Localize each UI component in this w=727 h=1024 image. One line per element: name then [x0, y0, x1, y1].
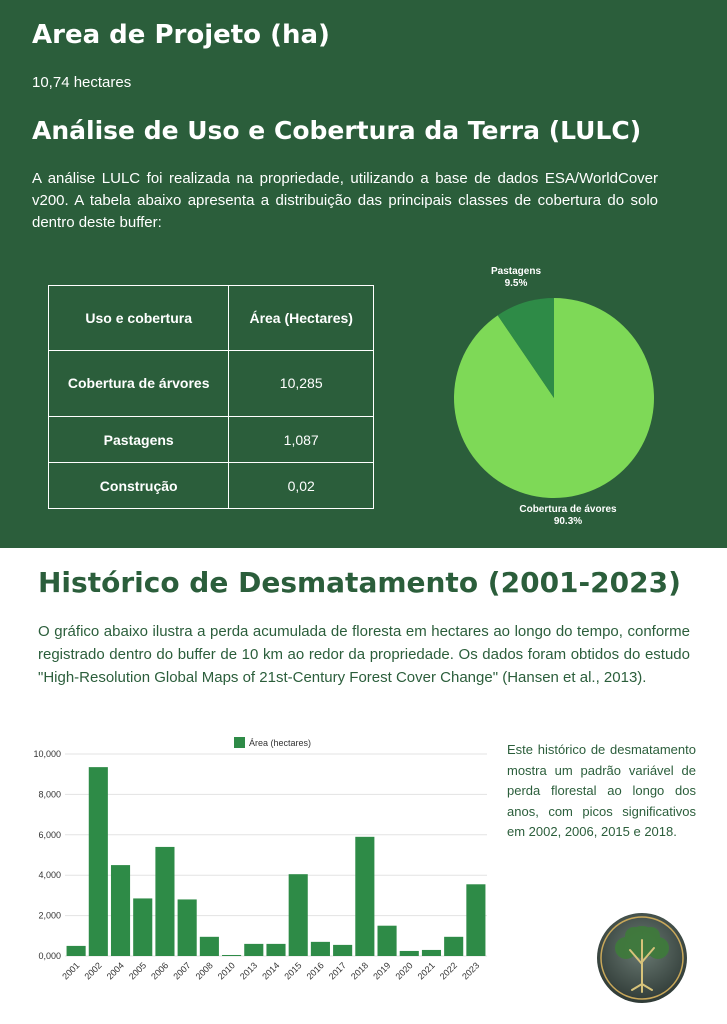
pie-label: Pastagens [490, 266, 542, 277]
y-tick-label: 6,000 [38, 829, 61, 840]
deforestation-side-note: Este histórico de desmatamento mostra um padrão variável de perda florestal ao longo dos anos, com picos significativos em 2002, 2006, 2015 e 2018. [507, 742, 696, 839]
y-tick-label: 0,000 [38, 951, 61, 961]
x-tick-label: 2020 [393, 960, 415, 982]
x-tick-label: 2022 [437, 960, 460, 982]
bar [266, 944, 285, 956]
x-tick-label: 2021 [415, 960, 437, 982]
x-tick-label: 2014 [260, 960, 282, 982]
lulc-title: Análise de Uso e Cobertura da Terra (LULC) [32, 116, 642, 145]
x-tick-label: 2008 [193, 960, 215, 982]
tree-logo-icon [596, 912, 688, 1004]
lulc-table [48, 285, 374, 509]
x-tick-label: 2002 [82, 960, 104, 982]
bar [111, 865, 130, 956]
y-tick-label: 8,000 [38, 789, 61, 800]
table-header-row [49, 286, 374, 351]
table-row [49, 417, 374, 463]
x-tick-label: 2005 [126, 960, 149, 982]
x-tick-label: 2007 [171, 960, 193, 982]
bar [178, 899, 197, 956]
pie-label: Cobertura de ávores [519, 504, 617, 515]
x-tick-label: 2010 [215, 960, 237, 982]
bar [466, 884, 485, 956]
bar [133, 898, 152, 956]
bar [378, 926, 397, 956]
lulc-intro: A análise LULC foi realizada na propriedade, utilizando a base de dados ESA/WorldCover v200. A tabela abaixo apresenta a distribuição das principais classes de cobertura do solo dentro deste buffer: [32, 170, 658, 231]
bar [422, 950, 441, 956]
table-cell-value: 1,087 [229, 417, 374, 463]
y-tick-label: 2,000 [38, 910, 61, 921]
table-row [49, 351, 374, 417]
bar [67, 946, 86, 956]
x-tick-label: 2016 [304, 960, 326, 982]
pie-percent-label: 9.5% [504, 278, 528, 289]
table-row [49, 463, 374, 509]
x-tick-label: 2015 [282, 960, 304, 982]
deforestation-description: O gráfico abaixo ilustra a perda acumulada de floresta em hectares ao longo do tempo, conforme registrado dentro do buffer de 10 km ao redor da propriedade. Os dados foram obtidos do estudo "High-Resolution Global Maps of 21st-Century Forest Cover Change" (Hansen et al., 2013). [38, 623, 690, 686]
deforestation-bar-chart [18, 732, 493, 992]
bar [200, 937, 219, 956]
legend-swatch [234, 737, 245, 748]
x-tick-label: 2019 [371, 960, 393, 982]
x-tick-label: 2023 [460, 960, 482, 982]
deforestation-title: Histórico de Desmatamento (2001-2023) [38, 566, 681, 599]
x-tick-label: 2013 [237, 960, 260, 982]
x-tick-label: 2018 [349, 960, 371, 982]
x-tick-label: 2017 [326, 960, 349, 982]
legend-label: Área (hectares) [249, 738, 312, 748]
y-tick-label: 4,000 [38, 870, 61, 881]
bar [155, 847, 174, 956]
bar [244, 944, 263, 956]
table-cell-value: 10,285 [229, 351, 374, 417]
bar [89, 767, 108, 956]
bar [444, 937, 463, 956]
bar [289, 874, 308, 956]
bar [311, 942, 330, 956]
x-tick-label: 2001 [60, 960, 82, 982]
table-cell-label: Construção [49, 463, 229, 509]
x-tick-label: 2006 [149, 960, 171, 982]
table-header-cell: Uso e cobertura [49, 286, 229, 351]
table-header-cell: Área (Hectares) [229, 286, 374, 351]
bar [400, 951, 419, 956]
bar [222, 955, 241, 956]
pie-percent-label: 90.3% [553, 516, 583, 527]
lulc-pie-chart [440, 260, 680, 530]
project-area-title: Area de Projeto (ha) [32, 20, 330, 50]
bar [333, 945, 352, 956]
table-cell-label: Cobertura de árvores [49, 351, 229, 417]
table-cell-value: 0,02 [229, 463, 374, 509]
bar [355, 837, 374, 956]
x-tick-label: 2004 [104, 960, 126, 982]
table-cell-label: Pastagens [49, 417, 229, 463]
project-area-value: 10,74 hectares [32, 74, 132, 91]
y-tick-label: 10,000 [33, 749, 61, 759]
